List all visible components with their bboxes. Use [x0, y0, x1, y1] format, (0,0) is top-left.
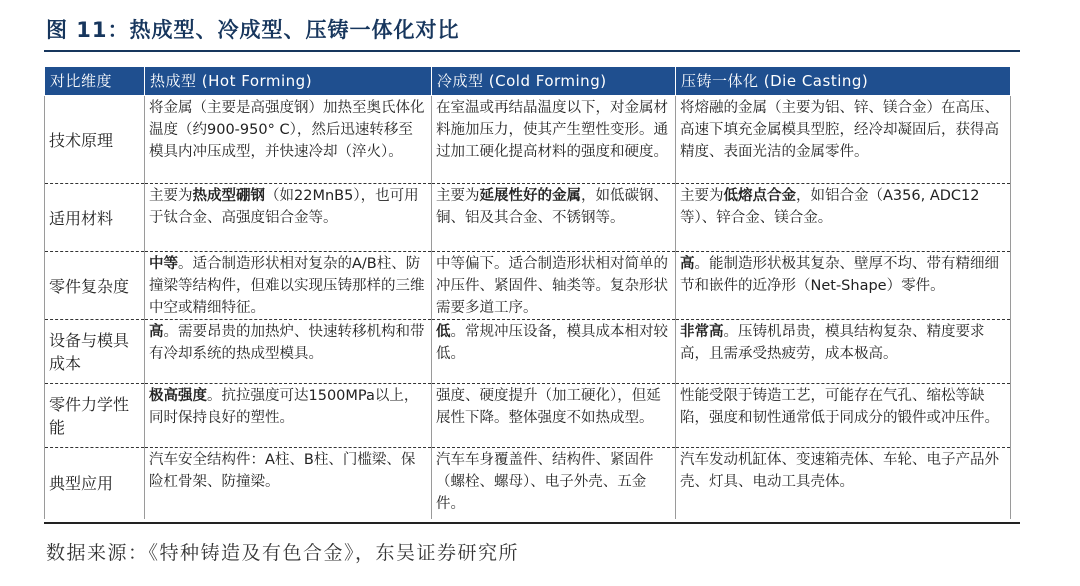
cell-text: 性能受限于铸造工艺，可能存在气孔、缩松等缺陷，强度和韧性通常低于同成分的锻件或冲压件。	[680, 388, 999, 426]
cell-text: 将熔融的金属（主要为铝、锌、镁合金）在高压、高速下填充金属模具型腔，经冷却凝固后，获得高精度、表面光洁的金属零件。	[680, 100, 999, 160]
emphasis-text: 中等	[149, 256, 178, 272]
header-die-casting: 压铸一体化 (Die Casting)	[676, 67, 1011, 96]
cell-text: 。抗拉强度可达1500MPa以上，同时保持良好的塑性。	[149, 388, 419, 426]
cell-cold-forming	[432, 448, 676, 519]
cell-die-casting	[676, 384, 1011, 448]
cell-cold-forming	[432, 320, 676, 384]
emphasis-text: 延展性好的金属	[479, 188, 581, 204]
cell-cold-forming	[432, 252, 676, 320]
cell-text: ，如低碳钢、铜、铝及其合金、不锈钢等。	[436, 188, 668, 226]
cell-hot-forming	[145, 96, 432, 184]
cell-text: 主要为	[436, 188, 480, 204]
cell-text: 。需要昂贵的加热炉、快速转移机构和带有冷却系统的热成型模具。	[149, 324, 425, 362]
cell-text: 强度、硬度提升（加工硬化），但延展性下降。整体强度不如热成型。	[436, 388, 661, 426]
cell-die-casting	[676, 448, 1011, 519]
cell-text: 。常规冲压设备，模具成本相对较低。	[436, 324, 668, 362]
cell-dimension: 典型应用	[45, 448, 145, 519]
table-row	[45, 384, 1011, 448]
cell-hot-forming	[145, 320, 432, 384]
emphasis-text: 高	[149, 324, 164, 340]
cell-dimension: 技术原理	[45, 96, 145, 184]
cell-dimension: 适用材料	[45, 184, 145, 252]
cell-dimension: 设备与模具成本	[45, 320, 145, 384]
table-body	[45, 96, 1011, 519]
header-dimension: 对比维度	[45, 67, 145, 96]
emphasis-text: 高	[680, 256, 695, 272]
cell-dimension: 零件力学性能	[45, 384, 145, 448]
cell-text: （如22MnB5），也可用于钛合金、高强度铝合金等。	[149, 188, 419, 226]
comparison-table	[44, 66, 1011, 519]
table-row	[45, 252, 1011, 320]
cell-text: 在室温或再结晶温度以下，对金属材料施加压力，使其产生塑性变形。通过加工硬化提高材料的强度和硬度。	[436, 100, 668, 160]
cell-die-casting	[676, 320, 1011, 384]
emphasis-text: 热成型硼钢	[192, 188, 265, 204]
cell-cold-forming	[432, 384, 676, 448]
emphasis-text: 极高强度	[149, 388, 207, 404]
header-cold-forming: 冷成型 (Cold Forming)	[432, 67, 676, 96]
table-row	[45, 96, 1011, 184]
cell-text: 将金属（主要是高强度钢）加热至奥氏体化温度（约900-950° C），然后迅速转移至模具内冲压成型，并快速冷却（淬火）。	[149, 100, 425, 160]
table-row	[45, 184, 1011, 252]
cell-hot-forming	[145, 448, 432, 519]
cell-hot-forming	[145, 252, 432, 320]
bottom-divider	[44, 522, 1020, 524]
cell-text: 汽车发动机缸体、变速箱壳体、车轮、电子产品外壳、灯具、电动工具壳体。	[680, 452, 999, 490]
header-hot-forming: 热成型 (Hot Forming)	[145, 67, 432, 96]
cell-cold-forming	[432, 184, 676, 252]
cell-hot-forming	[145, 184, 432, 252]
cell-text: 汽车车身覆盖件、结构件、紧固件（螺栓、螺母）、电子外壳、五金件。	[436, 452, 654, 512]
table-row	[45, 448, 1011, 519]
figure-title: 图 11：热成型、冷成型、压铸一体化对比	[46, 18, 460, 42]
emphasis-text: 低熔点合金	[723, 188, 796, 204]
cell-text: 主要为	[149, 188, 193, 204]
cell-text: 。适合制造形状相对复杂的A/B柱、防撞梁等结构件，但难以实现压铸那样的三维中空或精细特征。	[149, 256, 425, 316]
emphasis-text: 非常高	[680, 324, 724, 340]
source-note: 数据来源：《特种铸造及有色合金》，东吴证券研究所	[46, 542, 520, 564]
cell-text: 主要为	[680, 188, 724, 204]
cell-text: ，如铝合金（A356, ADC12等）、锌合金、镁合金。	[680, 188, 980, 226]
table-row	[45, 320, 1011, 384]
cell-hot-forming	[145, 384, 432, 448]
cell-cold-forming	[432, 96, 676, 184]
cell-die-casting	[676, 184, 1011, 252]
title-divider	[44, 50, 1020, 52]
cell-die-casting	[676, 252, 1011, 320]
table-header-row	[45, 67, 1011, 96]
cell-dimension: 零件复杂度	[45, 252, 145, 320]
cell-text: 。压铸机昂贵，模具结构复杂、精度要求高，且需承受热疲劳，成本极高。	[680, 324, 985, 362]
emphasis-text: 低	[436, 324, 451, 340]
cell-text: 。能制造形状极其复杂、壁厚不均、带有精细细节和嵌件的近净形（Net-Shape）零件。	[680, 256, 999, 294]
cell-text: 汽车安全结构件：A柱、B柱、门槛梁、保险杠骨架、防撞梁。	[149, 452, 416, 490]
cell-die-casting	[676, 96, 1011, 184]
cell-text: 中等偏下。适合制造形状相对简单的冲压件、紧固件、轴类等。复杂形状需要多道工序。	[436, 256, 668, 316]
